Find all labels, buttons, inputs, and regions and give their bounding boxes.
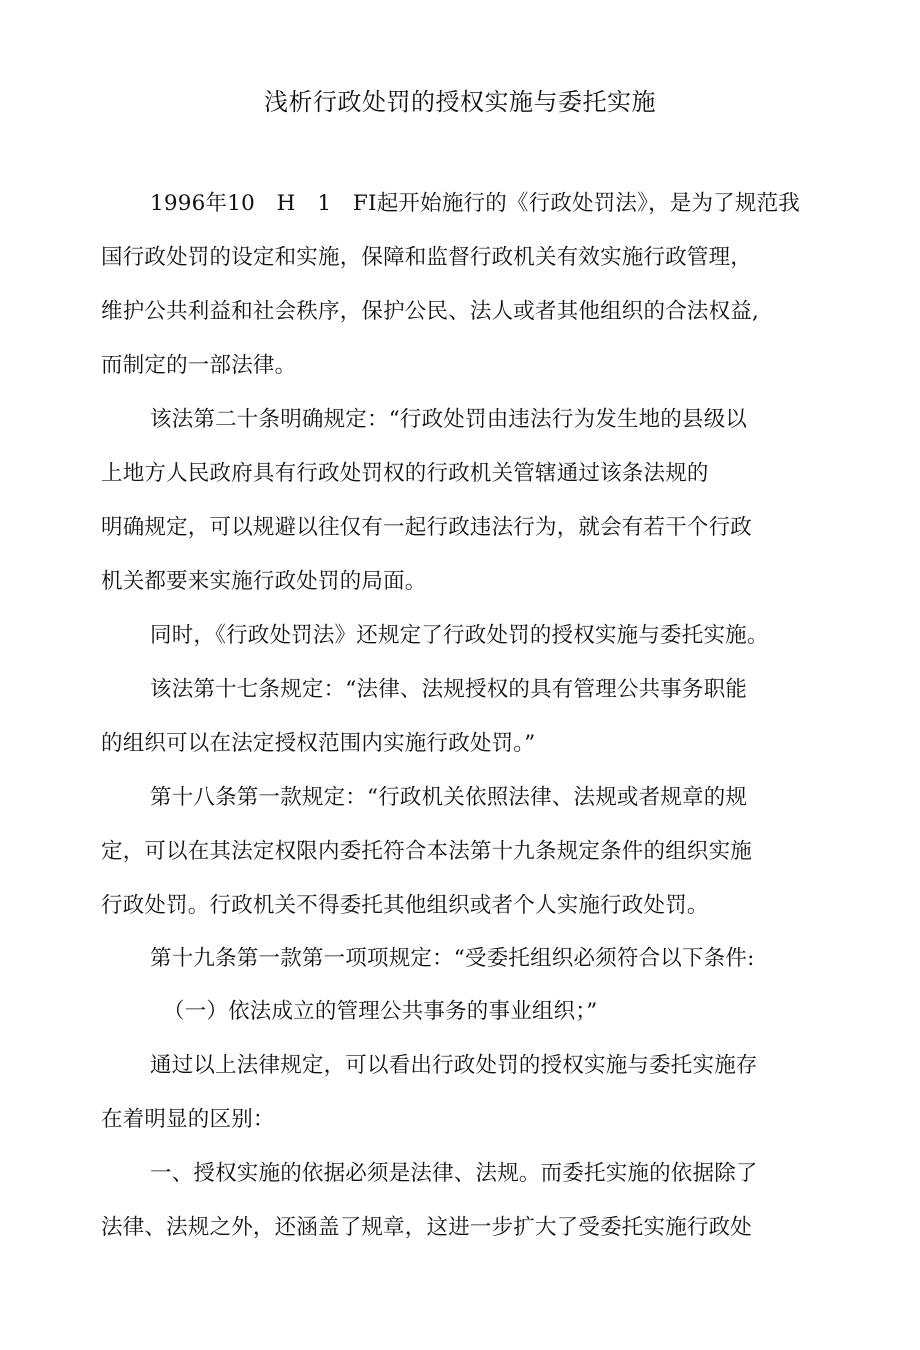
body-line: 第十九条第一款第一项项规定：“受委托组织必须符合以下条件: [150,946,755,971]
body-line: 第十八条第一款规定：“行政机关依照法律、法规或者规章的规 [150,785,748,810]
body-line: 而制定的一部法律。 [101,353,297,378]
body-line: 明确规定，可以规避以往仅有一起行政违法行为，就会有若干个行政 [101,515,753,540]
body-line: 同时，《行政处罚法》还规定了行政处罚的授权实施与委托实施。 [150,623,769,648]
document-title: 浅析行政处罚的授权实施与委托实施 [264,88,656,116]
body-line: 定，可以在其法定权限内委托符合本法第十九条规定条件的组织实施 [101,839,753,864]
body-line: 国行政处罚的设定和实施，保障和监督行政机关有效实施行政管理， [101,245,753,270]
body-line: 维护公共利益和社会秩序，保护公民、法人或者其他组织的合法权益, [101,299,760,324]
body-line: 1996年10 H 1 FI起开始施行的《行政处罚法》，是为了规范我 [150,191,800,216]
body-line: （一）依法成立的管理公共事务的事业组织；” [163,999,598,1024]
body-line: 一、授权实施的依据必须是法律、法规。而委托实施的依据除了 [150,1161,758,1186]
body-line: 通过以上法律规定，可以看出行政处罚的授权实施与委托实施存 [150,1053,758,1078]
body-line: 法律、法规之外，还涵盖了规章，这进一步扩大了受委托实施行政处 [101,1215,753,1240]
body-line: 在着明显的区别： [101,1107,275,1132]
body-line: 机关都要来实施行政处罚的局面。 [101,569,427,594]
body-line: 行政处罚。行政机关不得委托其他组织或者个人实施行政处罚。 [101,893,709,918]
body-line: 上地方人民政府具有行政处罚权的行政机关管辖通过该条法规的 [101,461,709,486]
body-line: 该法第十七条规定：“法律、法规授权的具有管理公共事务职能 [150,677,748,702]
body-line: 的组织可以在法定授权范围内实施行政处罚。” [101,731,536,756]
body-line: 该法第二十条明确规定：“行政处罚由违法行为发生地的县级以 [150,407,748,432]
